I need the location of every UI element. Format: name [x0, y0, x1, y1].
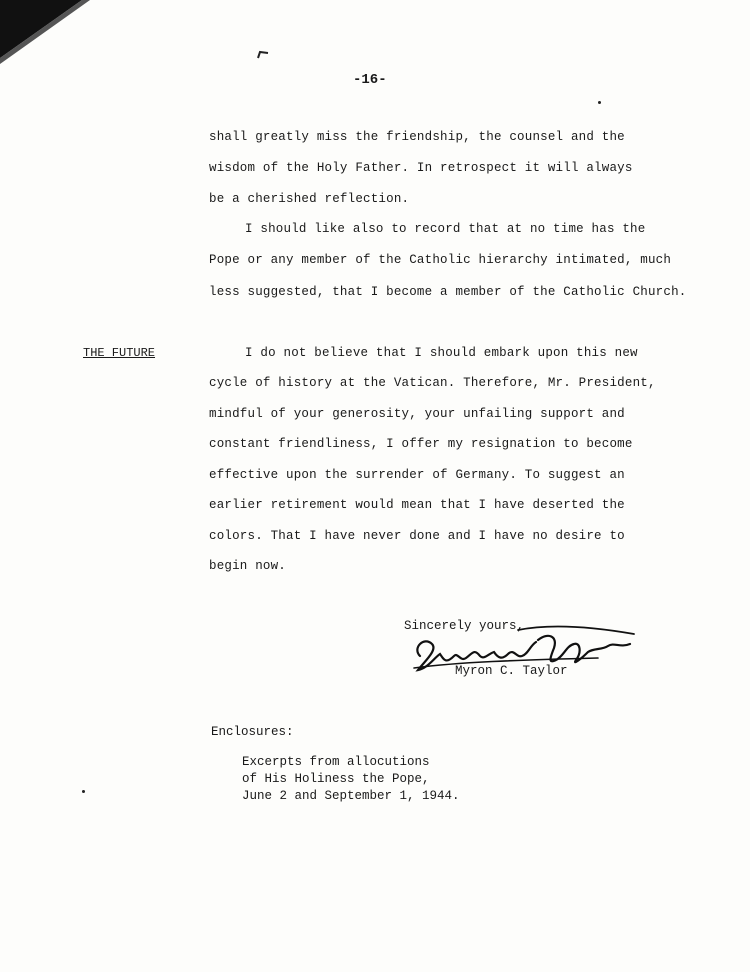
- enclosures-label: Enclosures:: [211, 725, 294, 739]
- signer-name: Myron C. Taylor: [455, 664, 568, 678]
- body-line: be a cherished reflection.: [209, 192, 410, 206]
- body-line: shall greatly miss the friendship, the counsel and the: [209, 130, 625, 144]
- body-line: effective upon the surrender of Germany. To suggest an: [209, 468, 625, 482]
- enclosure-line: June 2 and September 1, 1944.: [242, 789, 460, 803]
- body-line: begin now.: [209, 559, 287, 573]
- scan-corner-shadow: [0, 0, 120, 70]
- closing: Sincerely yours,: [404, 619, 525, 633]
- body-line: Pope or any member of the Catholic hierarchy intimated, much: [209, 253, 672, 267]
- body-line: mindful of your generosity, your unfailing support and: [209, 407, 625, 421]
- body-line: I should like also to record that at no time has the: [245, 222, 646, 236]
- body-line: I do not believe that I should embark upon this new: [245, 346, 638, 360]
- scan-speck: [598, 101, 601, 104]
- body-line: wisdom of the Holy Father. In retrospect it will always: [209, 161, 633, 175]
- body-line: constant friendliness, I offer my resignation to become: [209, 437, 633, 451]
- scan-speck: [82, 790, 85, 793]
- body-line: earlier retirement would mean that I have deserted the: [209, 498, 625, 512]
- body-line: colors. That I have never done and I have no desire to: [209, 529, 625, 543]
- side-heading: THE FUTURE: [83, 346, 156, 360]
- scan-mark: [256, 50, 270, 60]
- body-line: cycle of history at the Vatican. Therefore, Mr. President,: [209, 376, 656, 390]
- enclosure-line: of His Holiness the Pope,: [242, 772, 430, 786]
- page-number: -16-: [353, 72, 387, 88]
- body-line: less suggested, that I become a member of the Catholic Church.: [209, 285, 687, 299]
- enclosure-line: Excerpts from allocutions: [242, 755, 430, 769]
